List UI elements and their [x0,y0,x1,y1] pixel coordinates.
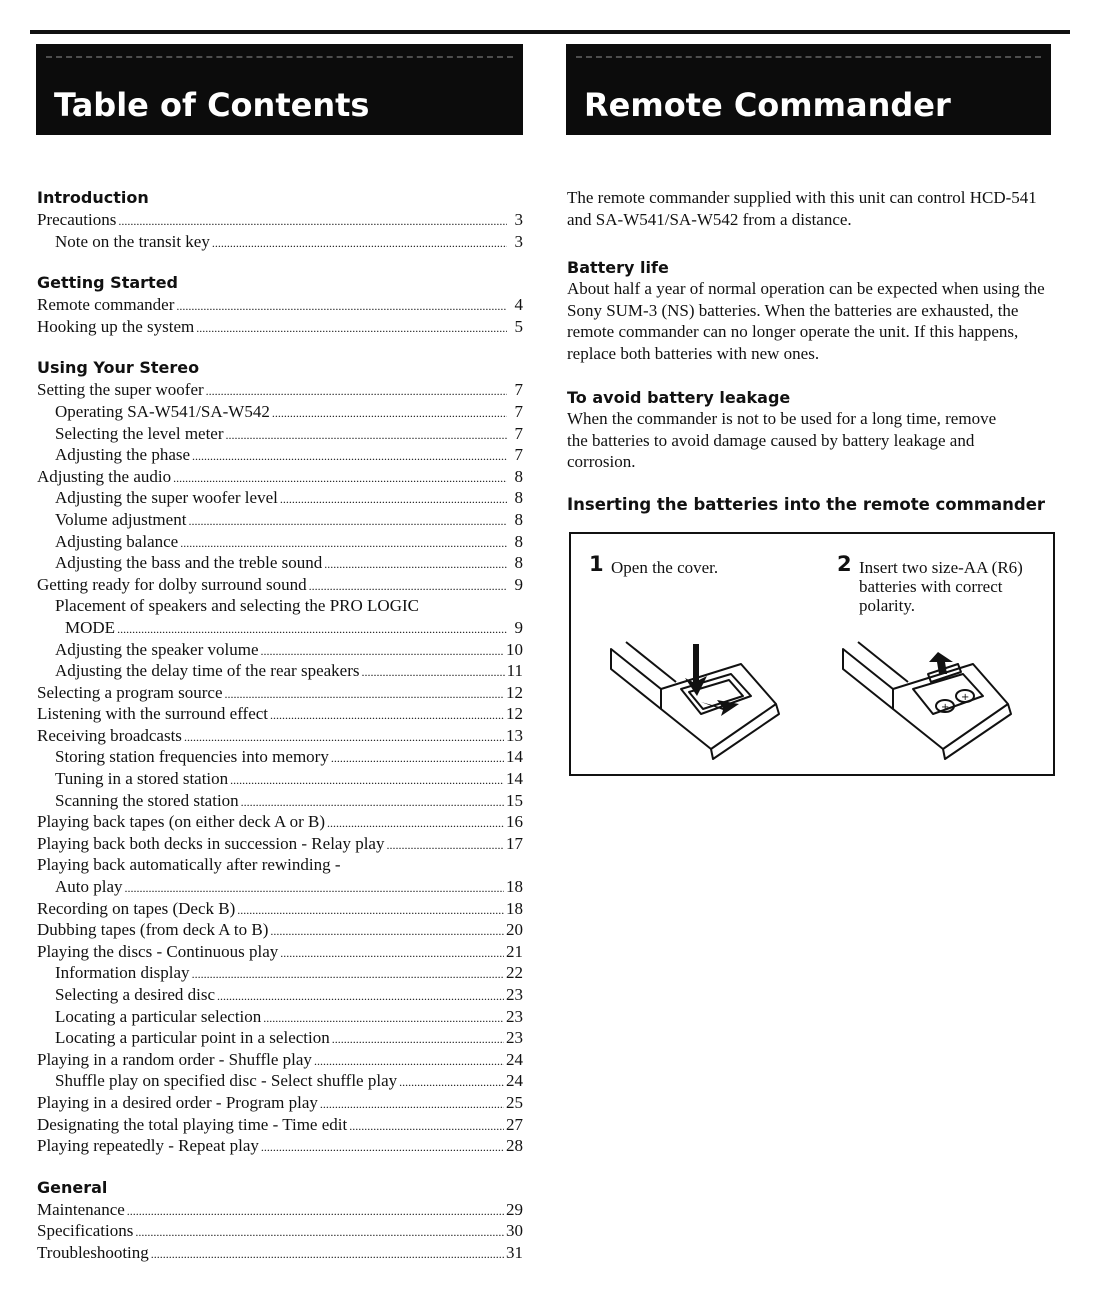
toc-entry-label: Operating SA-W541/SA-W542 [55,401,270,421]
toc-section-heading: Using Your Stereo [37,358,200,378]
section-gap [37,1157,523,1177]
toc-entry[interactable] [37,595,523,617]
toc-entry[interactable] [37,660,523,682]
toc-entry[interactable] [37,509,523,531]
toc-section-heading: Introduction [37,188,149,207]
top-rule [30,30,1070,34]
toc-entry[interactable] [37,876,523,898]
toc-leader-dots [309,574,507,598]
toc-entry-page: 18 [506,877,523,897]
toc-entry[interactable] [37,984,523,1006]
remote-commander-title-banner [566,44,1051,135]
toc-leader-dots [173,466,507,490]
toc-leader-dots [261,1135,504,1159]
toc-leader-dots [399,1070,504,1094]
toc-section-heading: General [37,1177,108,1197]
battery-life-heading: Battery life [567,258,669,277]
toc-entry[interactable] [37,1049,523,1071]
toc-entry-page: 7 [514,380,523,400]
toc-entry-page: 22 [506,963,523,983]
toc-leader-dots [180,531,507,555]
toc-entry-page: 21 [506,941,523,961]
toc-entry-page: 14 [506,769,523,789]
toc-entry-label: Playing back tapes (on either deck A or B) [37,812,325,832]
toc-leader-dots [324,552,507,576]
toc-title: Table of Contents [54,86,370,124]
toc-entry-page: 14 [506,747,523,767]
toc-entry-label: MODE [65,617,116,637]
toc-entry[interactable] [37,1070,523,1092]
toc-entry-page: 7 [514,401,523,421]
toc-leader-dots [196,316,507,340]
toc-entry-label: Maintenance [37,1199,125,1219]
toc-entry-label: Designating the total playing time - Time edit [37,1114,348,1134]
table-of-contents [37,187,523,1264]
inserting-heading: Inserting the batteries into the remote commander [567,494,1046,514]
toc-entry-page: 18 [506,898,523,918]
toc-entry[interactable] [37,231,523,253]
toc-entry[interactable] [37,790,523,812]
toc-entry-page: 23 [506,1006,523,1026]
toc-leader-dots [206,379,507,403]
toc-entry-page: 8 [514,488,523,508]
toc-leader-dots [327,811,504,835]
toc-leader-dots [151,1242,504,1266]
toc-entry-page: 24 [506,1071,523,1091]
toc-entry-label: Receiving broadcasts [37,725,182,745]
toc-entry-label: Shuffle play on specified disc - Select shuffle play [55,1071,398,1091]
toc-entry-page: 8 [514,531,523,551]
toc-leader-dots [127,1199,504,1223]
toc-entry-label: Remote commander [37,295,175,315]
battery-life-text: About half a year of normal operation can be expected when using the Sony SUM-3 (NS) batteries. When the batteries are exhausted, the remote commander can no longer operate the unit. If this happens, replace both batteries with new ones. [567,279,1045,363]
remote-commander-title: Remote Commander [584,86,951,124]
toc-entry-page: 5 [514,316,523,336]
step-text: Open the cover. [611,558,719,577]
section-gap [37,337,523,357]
step-number: 2 [837,552,852,576]
toc-title-banner [36,44,523,135]
toc-entry[interactable] [37,574,523,596]
toc-leader-dots [272,401,507,425]
toc-leader-dots [361,660,504,684]
toc-entry-label: Precautions [37,210,117,229]
toc-entry-page: 7 [514,423,523,443]
toc-entry[interactable] [37,746,523,768]
toc-entry-label: Listening with the surround effect [37,704,269,724]
toc-entry-label: Adjusting the speaker volume [55,639,259,659]
toc-entry[interactable] [37,466,523,488]
toc-entry-label: Locating a particular point in a selection [55,1028,330,1048]
toc-leader-dots [280,941,504,965]
toc-entry-label: Adjusting the super woofer level [55,488,278,508]
toc-leader-dots [263,1006,504,1030]
toc-entry-label: Adjusting the delay time of the rear speakers [55,661,360,681]
toc-leader-dots [184,725,504,749]
toc-entry-label: Playing the discs - Continuous play [37,941,279,961]
toc-entry-label: Playing back both decks in succession - Relay play [37,833,385,853]
toc-entry[interactable] [37,444,523,466]
toc-entry[interactable] [37,682,523,704]
toc-entry-label: Tuning in a stored station [55,769,229,789]
toc-entry[interactable] [37,531,523,553]
svg-text:+: + [941,702,950,713]
toc-leader-dots [237,898,504,922]
toc-entry-page: 28 [506,1136,523,1156]
toc-entry-label: Troubleshooting [37,1242,149,1262]
toc-entry-page: 9 [514,617,523,637]
toc-entry-label: Playing repeatedly - Repeat play [37,1136,259,1156]
toc-leader-dots [217,984,504,1008]
toc-leader-dots [331,746,504,770]
toc-leader-dots [117,617,507,641]
toc-leader-dots [386,833,504,857]
toc-entry-page: 4 [514,295,523,315]
toc-entry-label: Placement of speakers and selecting the PRO LOGIC [55,596,419,616]
toc-leader-dots [314,1049,504,1073]
toc-entry-label: Scanning the stored station [55,790,239,810]
toc-entry-page: 24 [506,1049,523,1069]
toc-entry[interactable] [37,401,523,423]
toc-entry-page: 10 [506,639,523,659]
toc-entry-label: Locating a particular selection [55,1006,262,1026]
toc-entry[interactable] [37,703,523,725]
toc-entry[interactable] [37,294,523,316]
banner-stripe [46,56,513,62]
toc-leader-dots [212,231,507,255]
toc-entry-page: 17 [506,833,523,853]
toc-entry[interactable] [37,1220,523,1242]
toc-leader-dots [118,209,507,233]
toc-entry-label: Adjusting the audio [37,466,172,486]
toc-entry[interactable] [37,1114,523,1136]
toc-leader-dots [280,487,507,511]
toc-entry-page: 16 [506,812,523,832]
toc-leader-dots [332,1027,504,1051]
toc-entry[interactable] [37,552,523,574]
step-number: 1 [589,552,604,576]
toc-entry[interactable] [37,1199,523,1221]
step-text: Insert two size-AA (R6) batteries with correct polarity. [859,558,1023,615]
toc-leader-dots [270,919,504,943]
toc-entry[interactable] [37,854,523,876]
toc-entry-label: Playing in a desired order - Program play [37,1092,318,1112]
toc-entry[interactable] [37,1027,523,1049]
toc-entry[interactable] [37,1135,523,1157]
section-gap [37,252,523,272]
toc-entry-page: 31 [506,1242,523,1262]
toc-leader-dots [226,423,507,447]
toc-entry-label: Adjusting balance [55,531,179,551]
toc-leader-dots [270,703,504,727]
toc-leader-dots [349,1114,504,1138]
toc-entry[interactable] [37,639,523,661]
toc-entry-label: Playing in a random order - Shuffle play [37,1049,312,1069]
toc-section-heading: Getting Started [37,273,178,293]
toc-entry-page: 23 [506,985,523,1004]
toc-entry-page: 12 [506,704,523,724]
toc-entry[interactable] [37,898,523,920]
toc-entry[interactable] [37,725,523,747]
toc-leader-dots [225,682,504,706]
toc-leader-dots [176,294,507,318]
toc-leader-dots [188,509,507,533]
toc-entry-page: 25 [506,1092,523,1112]
toc-entry[interactable] [37,617,523,639]
toc-leader-dots [125,876,504,900]
toc-leader-dots [192,444,507,468]
banner-stripe [576,56,1041,62]
svg-text:+: + [961,692,970,703]
toc-leader-dots [230,768,504,792]
toc-entry[interactable] [37,487,523,509]
rc-intro: The remote commander supplied with this unit can control HCD-541 and SA-W541/SA-W542 from a distance. [567,188,1037,229]
toc-entry[interactable] [37,941,523,963]
toc-leader-dots [320,1092,504,1116]
toc-entry[interactable] [37,833,523,855]
toc-entry-label: Note on the transit key [55,231,210,251]
leakage-heading: To avoid battery leakage [567,388,791,407]
toc-entry-page: 27 [506,1114,523,1134]
toc-entry-label: Specifications [37,1221,134,1241]
toc-leader-dots [192,962,504,986]
toc-entry-page: 8 [514,509,523,529]
battery-steps-box [569,532,1055,776]
toc-entry[interactable] [37,423,523,445]
toc-entry-page: 29 [506,1199,523,1219]
toc-leader-dots [241,790,504,814]
toc-entry-page: 8 [514,553,523,573]
toc-entry-page: 9 [514,574,523,594]
toc-entry[interactable] [37,962,523,984]
toc-entry-label: Adjusting the phase [55,445,191,465]
toc-entry-label: Auto play [55,877,123,897]
toc-entry-label: Adjusting the bass and the treble sound [55,553,323,573]
toc-entry-page: 13 [506,725,523,745]
toc-entry-label: Recording on tapes (Deck B) [37,898,236,918]
toc-entry-page: 3 [514,231,523,251]
toc-entry-page: 23 [506,1028,523,1048]
toc-entry[interactable] [37,768,523,790]
toc-entry-page: 12 [506,682,523,702]
toc-entry-page: 8 [514,466,523,486]
leakage-text: When the commander is not to be used for a long time, remove the batteries to avoid damage caused by battery leakage and corrosion. [567,409,997,471]
toc-entry[interactable] [37,379,523,401]
toc-entry-page: 30 [506,1221,523,1241]
toc-leader-dots [261,639,505,663]
toc-entry-label: Information display [55,963,190,983]
toc-entry-label: Volume adjustment [55,509,187,529]
open-cover-illustration [601,634,791,764]
toc-entry[interactable] [37,209,523,231]
toc-entry-label: Getting ready for dolby surround sound [37,574,307,594]
insert-batteries-illustration [833,634,1023,764]
toc-entry[interactable] [37,1006,523,1028]
toc-entry[interactable] [37,811,523,833]
toc-entry[interactable] [37,1242,523,1264]
toc-entry-label: Setting the super woofer [37,380,204,400]
toc-entry-label: Dubbing tapes (from deck A to B) [37,920,269,940]
toc-entry-page: 20 [506,920,523,940]
remote-commander-section [567,187,1057,515]
toc-entry-page: 7 [514,445,523,465]
toc-entry-page: 11 [506,661,523,681]
toc-entry[interactable] [37,316,523,338]
toc-entry-page: 15 [506,790,523,810]
toc-leader-dots [135,1220,504,1244]
toc-entry[interactable] [37,1092,523,1114]
toc-entry-page: 3 [514,210,523,229]
toc-entry[interactable] [37,919,523,941]
toc-entry-label: Selecting a desired disc [55,985,216,1004]
toc-entry-label: Hooking up the system [37,316,195,336]
toc-entry-label: Storing station frequencies into memory [55,747,329,767]
toc-entry-label: Selecting the level meter [55,423,224,443]
toc-entry-label: Playing back automatically after rewinding - [37,855,341,875]
toc-entry-label: Selecting a program source [37,682,223,702]
